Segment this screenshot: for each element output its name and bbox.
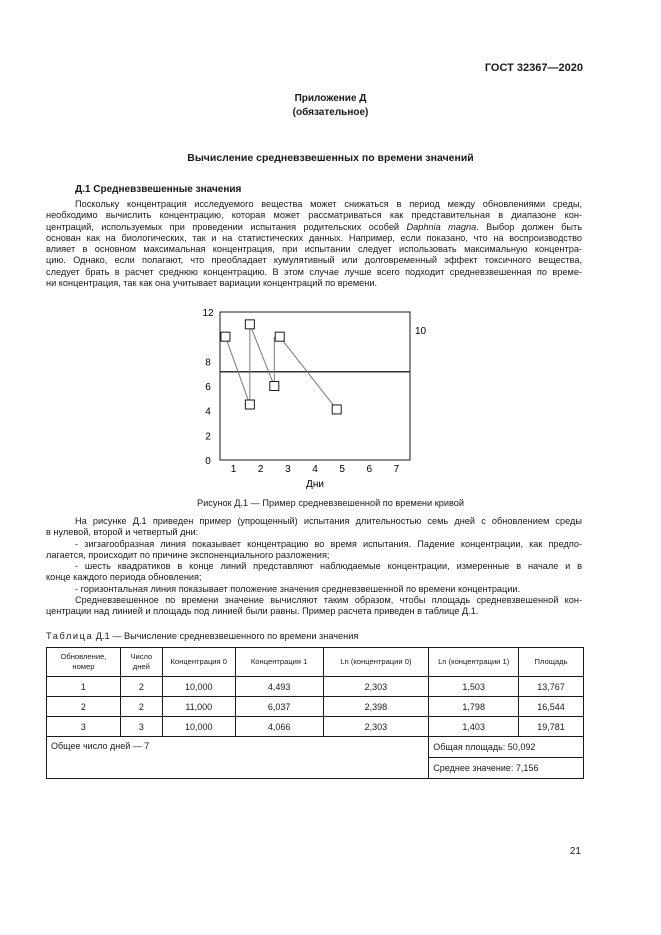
text-line: Средневзвешенное по времени значение вычисляют таким образом, чтобы площадь средневзвешенной кон- [75, 595, 582, 606]
x-tick-label: 4 [312, 464, 318, 475]
table-row [47, 717, 584, 737]
x-tick-labels [231, 464, 400, 475]
table-cell: 11,000 [162, 697, 235, 717]
y-tick-label: 0 [205, 456, 211, 467]
page-number: 21 [569, 846, 581, 857]
table-title-text: Д.1 — Вычисление средневзвешенного по времени значения [93, 631, 359, 641]
series-segment [250, 324, 274, 386]
total-area: Общая площадь: 50,092 [429, 737, 584, 758]
text-line: Поскольку концентрация исследуемого вещества может снижаться в период между обновлениями среды, [75, 199, 582, 209]
text-line: лагается, происходит по причине экспоненциального разложения; [46, 549, 330, 560]
series-markers [221, 320, 341, 414]
text-fragment: . Выбор должен быть [476, 221, 582, 232]
data-point-marker [275, 332, 284, 341]
table-summary-row [47, 737, 584, 758]
appendix-title: Приложение Д [294, 93, 367, 104]
table-cell: 3 [47, 717, 121, 737]
appendix-subtitle: (обязательное) [292, 107, 369, 118]
table-cell: 1,503 [429, 677, 519, 697]
text-line: следует брать в расчет среднюю концентрацию. В этом случае лучше всего подходит средневзвешенная по време- [46, 266, 582, 277]
text-line [46, 222, 582, 233]
standard-code: ГОСТ 32367—2020 [484, 62, 583, 74]
table-header-row [47, 648, 584, 677]
x-axis-label: Дни [306, 479, 324, 490]
species-name: Daphnia magna [406, 221, 477, 232]
section-title: Д.1 Средневзвешенные значения [75, 184, 242, 195]
header-area: Площадь [519, 648, 584, 677]
data-point-marker [245, 400, 254, 409]
y-tick-label: 4 [205, 406, 211, 418]
header-conc-0: Концентрация 0 [162, 648, 235, 677]
concentration-chart [195, 300, 425, 490]
table-cell: 1,403 [429, 717, 519, 737]
text-line: необходимо вычислить концентрацию, которая может рассматриваться как представительная в диапазоне кон- [46, 210, 582, 221]
y-tick-labels [202, 308, 214, 467]
table-row [47, 697, 584, 717]
table-title [46, 631, 358, 641]
data-point-marker [332, 405, 341, 414]
table-cell: 10,000 [162, 677, 235, 697]
data-point-marker [221, 332, 230, 341]
text-line: цию. Однако, если полагают, что преобладает кумулятивный или долговременный эффект токсичного вещества, [46, 255, 582, 266]
table-cell: 1 [47, 677, 121, 697]
plot-area-frame [220, 312, 410, 460]
table-cell: 2,303 [323, 677, 429, 697]
x-tick-label: 6 [366, 464, 373, 475]
y-tick-label: 6 [205, 382, 211, 393]
calculation-table [46, 647, 584, 779]
header-ln-conc-0: Ln (концентрации 0) [323, 648, 429, 677]
table-cell: 13,767 [519, 677, 584, 697]
text-line: конце каждого периода обновления; [46, 572, 202, 583]
appendix-heading [0, 92, 661, 120]
text-line: - шесть квадратиков в конце линий представляют наблюдаемые концентрации, измеренные в начале и в [75, 561, 582, 572]
table-cell: 10,000 [162, 717, 235, 737]
text-line: центрации над линией и площадь под линией были равны. Пример расчета приведен в таблице Д.1. [46, 606, 479, 617]
data-point-marker [245, 320, 254, 329]
x-tick-label: 7 [393, 464, 400, 475]
table-cell: 2,398 [323, 697, 429, 717]
table-cell: 3 [120, 717, 162, 737]
x-tick-label: 5 [339, 464, 345, 475]
table-cell: 6,037 [235, 697, 323, 717]
x-tick-label: 3 [285, 464, 291, 475]
table-cell: 1,798 [429, 697, 519, 717]
main-title: Вычисление средневзвешенных по времени значений [187, 152, 474, 164]
total-days: Общее число дней — 7 [47, 737, 429, 779]
series-segment [280, 337, 337, 410]
x-tick-label: 1 [230, 464, 237, 475]
y-tick-label: 12 [202, 308, 214, 319]
paragraph-1 [46, 199, 582, 289]
text-line: влияет в основном максимальная концентрация, при испытании следует использовать максимальную концентра- [46, 244, 582, 255]
table-cell: 16,544 [519, 697, 584, 717]
table-cell: 2 [120, 697, 162, 717]
table-cell: 4,066 [235, 717, 323, 737]
mean-value: Среднее значение: 7,156 [429, 758, 584, 779]
text-line: в нулевой, второй и четвертый дни: [46, 527, 199, 538]
table-cell: 2 [120, 677, 162, 697]
text-fragment: центраций, используемых при проведении испытания родительских особей [46, 221, 407, 232]
header-update-number: Обновление, номер [47, 648, 121, 677]
table-row [47, 677, 584, 697]
right-axis-label: 10 [415, 326, 427, 338]
text-line: - горизонтальная линия показывает положение значения средневзвешенной по времени концентрации. [75, 583, 521, 594]
y-tick-label: 2 [205, 431, 211, 443]
table-cell: 2,303 [323, 717, 429, 737]
table-cell: 2 [47, 697, 121, 717]
table-label: Таблица [46, 631, 94, 641]
series-segment [225, 337, 249, 405]
text-line: основан как на биологических, так и на статистических данных. Например, если показано, что на воспроизводство [46, 232, 582, 243]
chart-frame [220, 312, 410, 460]
data-point-marker [270, 382, 279, 391]
text-line: На рисунке Д.1 приведен пример (упрощенный) испытания длительностью семь дней с обновлением среды [75, 516, 582, 526]
table-cell: 19,781 [519, 717, 584, 737]
x-tick-label: 2 [257, 464, 264, 475]
header-days: Число дней [120, 648, 162, 677]
text-line: ни концентрация, так как она учитывает вариации концентраций по времени. [46, 278, 378, 289]
text-line: - зигзагообразная линия показывает концентрацию во время испытания. Падение концентрации, как предпо- [75, 538, 582, 549]
figure-caption: Рисунок Д.1 — Пример средневзвешенной по времени кривой [197, 498, 464, 508]
header-ln-conc-1: Ln (концентрации 1) [429, 648, 519, 677]
y-tick-label: 8 [205, 357, 211, 369]
table-cell: 4,493 [235, 677, 323, 697]
explanation-text [46, 516, 582, 618]
header-conc-1: Концентрация 1 [235, 648, 323, 677]
